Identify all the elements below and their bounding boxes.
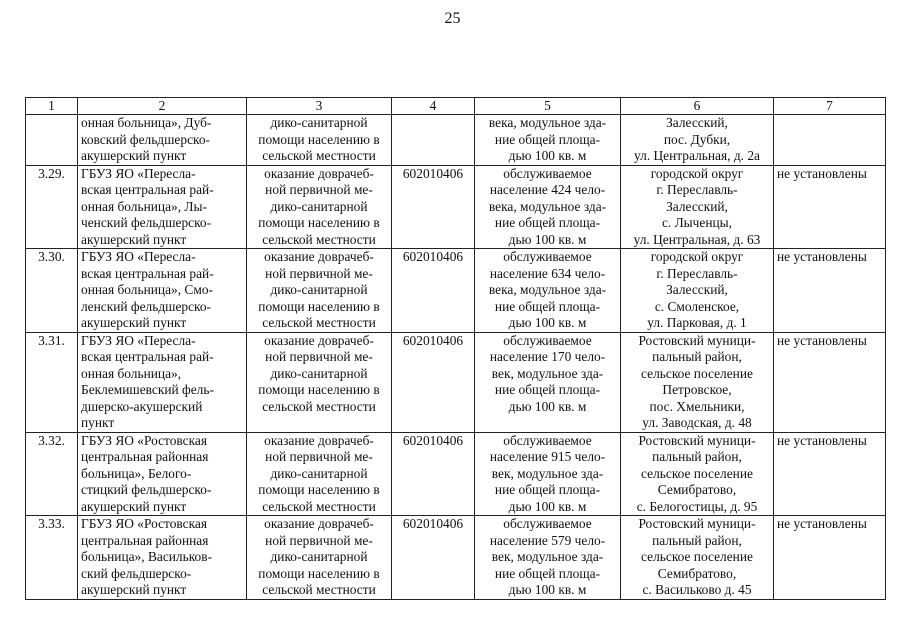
cell-text-line: помощи населению в [258, 482, 380, 497]
cell-text-line: пальный район, [652, 449, 742, 464]
cell-code: 602010406 [392, 249, 475, 333]
cell-text-line: ГБУЗ ЯО «Ростовская [81, 432, 208, 448]
cell-number: 3.32. [26, 432, 78, 516]
cell-text-line: дико-санитарной [270, 365, 368, 381]
cell-purpose [247, 249, 392, 333]
cell-text-line: ние общей площа- [494, 482, 601, 497]
cell-object-name [78, 516, 247, 600]
cell-text-line: Беклемишевский фель- [81, 382, 214, 397]
cell-text-line: ул. Парковая, д. 1 [647, 315, 747, 330]
cell-number [26, 115, 78, 166]
cell-text-line: пос. Хмельники, [649, 398, 745, 414]
cell-description [475, 249, 621, 333]
cell-text-line: пальный район, [652, 349, 742, 364]
cell-text-line: ГБУЗ ЯО «Пересла- [81, 332, 196, 348]
cell-description [475, 332, 621, 432]
cell-text-line: население 579 чело- [489, 532, 606, 548]
cell-text-line: население 634 чело- [489, 265, 606, 281]
cell-text-line: с. Смоленское, [654, 298, 740, 314]
cell-text-line: ной первичной ме- [265, 349, 373, 364]
cell-text-line: онная больница», [81, 365, 182, 381]
cell-text-line: Залесский, [666, 282, 728, 297]
cell-purpose [247, 115, 392, 166]
cell-object-name [78, 249, 247, 333]
cell-text-line: Ростовский муници- [638, 516, 756, 531]
cell-text-line: население 424 чело- [489, 182, 606, 197]
cell-text-line: век, модульное зда- [491, 365, 604, 381]
cell-text-line: ковский фельдшерско- [81, 131, 210, 147]
cell-number: 3.30. [26, 249, 78, 333]
cell-text-line: дью 100 кв. м [508, 231, 587, 247]
cell-text-line: Петровское, [662, 382, 732, 397]
cell-description [475, 165, 621, 249]
cell-text-line: население 915 чело- [489, 449, 606, 464]
cell-text-line: стицкий фельдшерско- [81, 482, 212, 497]
cell-text-line: онная больница», Лы- [81, 198, 207, 214]
cell-object-name [78, 432, 247, 516]
cell-text-line: оказание доврачеб- [264, 165, 374, 181]
cell-text-line: Залесский, [666, 115, 728, 130]
cell-text-line: ной первичной ме- [265, 532, 373, 548]
column-header: 6 [621, 98, 774, 115]
cell-text-line: ул. Центральная, д. 63 [633, 231, 761, 247]
cell-text-line: центральная районная [81, 532, 209, 548]
cell-object-name [78, 115, 247, 166]
cell-purpose [247, 165, 392, 249]
cell-text-line: век, модульное зда- [491, 549, 604, 564]
cell-address [621, 115, 774, 166]
cell-code: 602010406 [392, 432, 475, 516]
cell-text-line: с. Васильково д. 45 [642, 582, 752, 597]
cell-text-line: ние общей площа- [494, 298, 601, 314]
cell-text-line: городской округ [650, 249, 744, 264]
cell-text-line: вская центральная рай- [81, 349, 214, 364]
cell-text-line: помощи населению в [258, 382, 380, 397]
table-row [26, 516, 886, 600]
cell-text-line: онная больница», Дуб- [81, 115, 212, 130]
cell-text-line: ул. Заводская, д. 48 [642, 415, 752, 430]
cell-text-line: с. Лыченцы, [661, 215, 733, 230]
cell-text-line: ние общей площа- [494, 382, 601, 397]
cell-text-line: обслуживаемое [503, 165, 592, 181]
cell-text-line: Семибратово, [657, 565, 737, 581]
cell-text-line: века, модульное зда- [488, 115, 607, 130]
cell-code: 602010406 [392, 165, 475, 249]
cell-text-line: сельской местности [262, 315, 376, 330]
cell-text-line: ул. Центральная, д. 2а [634, 148, 760, 163]
cell-note [774, 115, 886, 166]
cell-text-line: акушерский пункт [81, 231, 187, 247]
table-body [26, 115, 886, 600]
cell-text-line: акушерский пункт [81, 582, 187, 597]
cell-text-line: помощи населению в [258, 298, 380, 314]
cell-text-line: обслуживаемое [503, 249, 592, 264]
cell-note: не установлены [774, 249, 886, 333]
cell-purpose [247, 432, 392, 516]
cell-text-line: сельской местности [262, 498, 376, 514]
cell-text-line: сельской местности [262, 231, 376, 247]
cell-text-line: ленский фельдшерско- [81, 298, 212, 314]
cell-text-line: дью 100 кв. м [508, 582, 587, 597]
cell-text-line: оказание доврачеб- [264, 516, 374, 531]
cell-text-line: население 170 чело- [489, 349, 606, 364]
cell-text-line: ГБУЗ ЯО «Пересла- [81, 249, 196, 264]
cell-code: 602010406 [392, 332, 475, 432]
cell-text-line: ГБУЗ ЯО «Ростовская [81, 516, 208, 531]
cell-text-line: оказание доврачеб- [264, 332, 374, 348]
cell-text-line: дью 100 кв. м [508, 315, 587, 330]
cell-text-line: века, модульное зда- [488, 282, 607, 297]
cell-text-line: дшерско-акушерский [81, 398, 203, 414]
cell-text-line: пункт [81, 415, 115, 430]
cell-text-line: ние общей площа- [494, 131, 601, 147]
cell-text-line: больница», Васильков- [81, 549, 213, 564]
cell-text-line: центральная районная [81, 449, 209, 464]
cell-text-line: городской округ [650, 165, 744, 181]
cell-text-line: обслуживаемое [503, 516, 592, 531]
cell-text-line: помощи населению в [258, 215, 380, 230]
cell-text-line: вская центральная рай- [81, 265, 214, 281]
cell-text-line: ние общей площа- [494, 215, 601, 230]
table-header-row [26, 98, 886, 115]
cell-address [621, 332, 774, 432]
column-header: 2 [78, 98, 247, 115]
cell-text-line: Ростовский муници- [638, 432, 756, 448]
cell-text-line: ной первичной ме- [265, 265, 373, 281]
table-row [26, 165, 886, 249]
cell-note: не установлены [774, 165, 886, 249]
cell-purpose [247, 332, 392, 432]
cell-number: 3.33. [26, 516, 78, 600]
cell-text-line: вская центральная рай- [81, 182, 214, 197]
cell-text-line: обслуживаемое [503, 332, 592, 348]
cell-text-line: г. Переславль- [656, 182, 738, 197]
cell-text-line: дико-санитарной [270, 282, 368, 297]
cell-text-line: помощи населению в [258, 131, 380, 147]
cell-note: не установлены [774, 332, 886, 432]
cell-text-line: дико-санитарной [270, 465, 368, 481]
cell-description [475, 115, 621, 166]
column-header: 5 [475, 98, 621, 115]
cell-text-line: помощи населению в [258, 565, 380, 581]
cell-address [621, 432, 774, 516]
cell-purpose [247, 516, 392, 600]
cell-text-line: пальный район, [652, 532, 742, 548]
cell-address [621, 165, 774, 249]
cell-text-line: дью 100 кв. м [508, 498, 587, 514]
table-row [26, 115, 886, 166]
cell-text-line: дью 100 кв. м [508, 398, 587, 414]
cell-text-line: века, модульное зда- [488, 198, 607, 214]
objects-table [25, 97, 886, 600]
cell-object-name [78, 165, 247, 249]
cell-text-line: обслуживаемое [503, 432, 592, 448]
cell-text-line: акушерский пункт [81, 148, 187, 163]
cell-text-line: акушерский пункт [81, 498, 187, 514]
cell-text-line: сельское поселение [641, 549, 753, 564]
cell-text-line: сельской местности [262, 582, 376, 597]
cell-text-line: ченский фельдшерско- [81, 215, 212, 230]
column-header: 7 [774, 98, 886, 115]
cell-text-line: дико-санитарной [270, 198, 368, 214]
cell-text-line: сельское поселение [641, 465, 753, 481]
cell-description [475, 516, 621, 600]
column-header: 4 [392, 98, 475, 115]
cell-text-line: дью 100 кв. м [508, 148, 587, 163]
cell-text-line: с. Белогостицы, д. 95 [636, 498, 758, 514]
cell-text-line: Семибратово, [657, 482, 737, 497]
cell-text-line: акушерский пункт [81, 315, 187, 330]
cell-text-line: г. Переславль- [656, 265, 738, 281]
cell-number: 3.31. [26, 332, 78, 432]
cell-text-line: сельской местности [262, 148, 376, 163]
cell-text-line: ГБУЗ ЯО «Пересла- [81, 165, 196, 181]
column-header: 1 [26, 98, 78, 115]
cell-text-line: ной первичной ме- [265, 182, 373, 197]
cell-text-line: ной первичной ме- [265, 449, 373, 464]
cell-address [621, 249, 774, 333]
table-row [26, 432, 886, 516]
cell-text-line: Залесский, [666, 198, 728, 214]
table-row [26, 332, 886, 432]
cell-note: не установлены [774, 516, 886, 600]
cell-object-name [78, 332, 247, 432]
cell-code: 602010406 [392, 516, 475, 600]
cell-text-line: больница», Белого- [81, 465, 192, 481]
cell-text-line: онная больница», Смо- [81, 282, 213, 297]
cell-text-line: сельское поселение [641, 365, 753, 381]
cell-text-line: дико-санитарной [270, 549, 368, 564]
cell-text-line: век, модульное зда- [491, 465, 604, 481]
cell-text-line: оказание доврачеб- [264, 249, 374, 264]
cell-text-line: сельской местности [262, 398, 376, 414]
cell-text-line: оказание доврачеб- [264, 432, 374, 448]
cell-text-line: пос. Дубки, [663, 131, 731, 147]
cell-description [475, 432, 621, 516]
cell-note: не установлены [774, 432, 886, 516]
cell-address [621, 516, 774, 600]
cell-text-line: ние общей площа- [494, 565, 601, 581]
cell-code [392, 115, 475, 166]
cell-text-line: ский фельдшерско- [81, 565, 192, 581]
cell-text-line: Ростовский муници- [638, 332, 756, 348]
page-number: 25 [444, 10, 461, 27]
cell-number: 3.29. [26, 165, 78, 249]
table-row [26, 249, 886, 333]
column-header: 3 [247, 98, 392, 115]
cell-text-line: дико-санитарной [270, 115, 368, 130]
